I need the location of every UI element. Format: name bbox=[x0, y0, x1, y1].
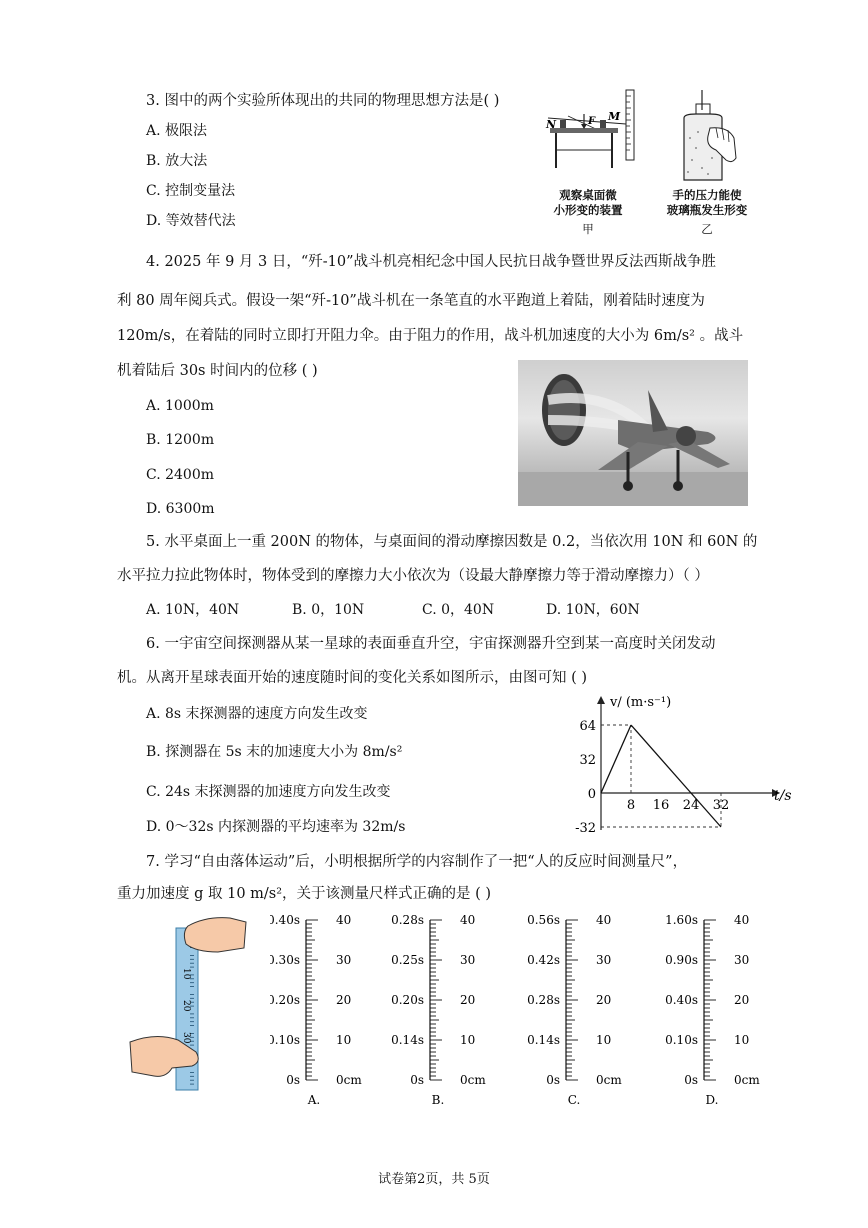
ruler-1-time-label: 0s bbox=[410, 1073, 424, 1087]
ruler-0-cm-label: 40 bbox=[336, 913, 352, 927]
vt-chart bbox=[570, 690, 800, 845]
ruler-options bbox=[270, 908, 770, 1108]
q5-line-2: 水平拉力拉此物体时，物体受到的摩擦力大小依次为（设最大静摩擦力等于滑动摩擦力）（ ） bbox=[117, 568, 709, 584]
ruler-1-cm-label: 10 bbox=[460, 1033, 476, 1047]
ruler-0-cm-label: 0cm bbox=[336, 1073, 362, 1087]
reaction-ruler-drawing bbox=[126, 912, 256, 1092]
ruler-0-time-label: 0.40s bbox=[270, 913, 300, 927]
reaction-ruler-illustration bbox=[126, 912, 256, 1092]
photo-ruler-mark-30: 30 bbox=[181, 1032, 191, 1044]
page-footer: 试卷第2页，共 5页 bbox=[378, 1172, 490, 1187]
q5-option-c: C. 0，40N bbox=[422, 602, 495, 618]
ruler-1-time-label: 0.14s bbox=[391, 1033, 424, 1047]
q6-option-d: D. 0～32s 内探测器的平均速率为 32m/s bbox=[146, 819, 406, 835]
fig-right-tag: 乙 bbox=[701, 222, 713, 236]
q3-option-a: A. 极限法 bbox=[146, 123, 208, 139]
x-tick-label-24: 24 bbox=[682, 798, 700, 813]
ruler-1-cm-label: 30 bbox=[460, 953, 476, 967]
x-axis-label: t/s bbox=[774, 788, 792, 804]
ruler-2-time-label: 0.56s bbox=[527, 913, 560, 927]
q4-line-1: 4. 2025 年 9 月 3 日，“歼-10”战斗机亮相纪念中国人民抗日战争暨世界反法西斯战争胜 bbox=[146, 254, 717, 270]
y-axis-arrow bbox=[597, 696, 605, 704]
q4-line-3: 120m/s，在着陆的同时立即打开阻力伞。由于阻力的作用，战斗机加速度的大小为 6m/s² 。战斗 bbox=[117, 328, 744, 344]
fig-left-caption-2: 小形变的装置 bbox=[553, 203, 623, 217]
ruler-2-time-label: 0s bbox=[546, 1073, 560, 1087]
ruler-options-svg bbox=[270, 908, 770, 1108]
y-tick-label-32: 32 bbox=[579, 753, 596, 768]
label-n: N bbox=[546, 118, 557, 131]
ruler-1-cm-label: 0cm bbox=[460, 1073, 486, 1087]
x-tick-label-32: 32 bbox=[712, 798, 730, 813]
q3-option-c: C. 控制变量法 bbox=[146, 183, 236, 199]
vt-chart-svg bbox=[570, 690, 800, 845]
ruler-0-cm-label: 20 bbox=[336, 993, 352, 1007]
table-apparatus-figure bbox=[538, 88, 648, 188]
ruler-2-cm-label: 30 bbox=[596, 953, 612, 967]
bottle-hand-figure bbox=[672, 88, 742, 188]
label-f: F bbox=[588, 116, 596, 127]
ruler-0-time-label: 0.20s bbox=[270, 993, 300, 1007]
ruler-0-time-label: 0.30s bbox=[270, 953, 300, 967]
ruler-2-time-label: 0.28s bbox=[527, 993, 560, 1007]
y-axis-label: v/ (m·s⁻¹) bbox=[610, 695, 672, 710]
ruler-0-time-label: 0s bbox=[286, 1073, 300, 1087]
q7-line-2: 重力加速度 g 取 10 m/s²，关于该测量尺样式正确的是 ( ) bbox=[117, 886, 492, 902]
fighter-jet-drawing bbox=[518, 360, 748, 506]
ruler-0-cm-label: 30 bbox=[336, 953, 352, 967]
ruler-3-time-label: 0.10s bbox=[665, 1033, 698, 1047]
fighter-jet-photo bbox=[518, 360, 748, 506]
fig-left-tag: 甲 bbox=[582, 222, 594, 236]
ruler-0-time-label: 0.10s bbox=[270, 1033, 300, 1047]
q6-option-b: B. 探测器在 5s 末的加速度大小为 8m/s² bbox=[146, 744, 403, 760]
ruler-3-cm-label: 10 bbox=[734, 1033, 750, 1047]
ruler-option-tag-2: C. bbox=[567, 1093, 581, 1107]
y-tick-label-neg32: -32 bbox=[575, 821, 596, 836]
ruler-3-cm-label: 0cm bbox=[734, 1073, 760, 1087]
ruler-1-time-label: 0.20s bbox=[391, 993, 424, 1007]
ruler-option-tag-3: D. bbox=[705, 1093, 719, 1107]
ruler-3-cm-label: 40 bbox=[734, 913, 750, 927]
q6-option-c: C. 24s 末探测器的加速度方向发生改变 bbox=[146, 784, 391, 800]
ruler-option-tag-1: B. bbox=[431, 1093, 445, 1107]
ruler-3-cm-label: 30 bbox=[734, 953, 750, 967]
fig-right-caption-1: 手的压力能使 bbox=[672, 188, 742, 202]
q6-line-2: 机。从离开星球表面开始的速度随时间的变化关系如图所示，由图可知 ( ) bbox=[117, 670, 588, 686]
ruler-1-cm-label: 40 bbox=[460, 913, 476, 927]
ruler-3-time-label: 0s bbox=[684, 1073, 698, 1087]
ruler-1-cm-label: 20 bbox=[460, 993, 476, 1007]
q6-line-1: 6. 一宇宙空间探测器从某一星球的表面垂直升空，宇宙探测器升空到某一高度时关闭发动 bbox=[146, 636, 716, 652]
q5-line-1: 5. 水平桌面上一重 200N 的物体，与桌面间的滑动摩擦因数是 0.2，当依次用 10N 和 60N 的 bbox=[146, 534, 758, 550]
ruler-1-time-label: 0.25s bbox=[391, 953, 424, 967]
q4-line-2: 利 80 周年阅兵式。假设一架“歼-10”战斗机在一条笔直的水平跑道上着陆，刚着陆时速度为 bbox=[117, 293, 705, 309]
y-tick-label-0: 0 bbox=[587, 787, 596, 802]
ruler-3-time-label: 0.90s bbox=[665, 953, 698, 967]
bottle-hand-drawing bbox=[672, 88, 742, 188]
ruler-2-time-label: 0.14s bbox=[527, 1033, 560, 1047]
series-segment-1 bbox=[631, 725, 691, 793]
ruler-2-cm-label: 0cm bbox=[596, 1073, 622, 1087]
table-apparatus-drawing bbox=[538, 88, 648, 188]
x-tick-label-8: 8 bbox=[626, 798, 636, 813]
q6-option-a: A. 8s 末探测器的速度方向发生改变 bbox=[146, 706, 368, 722]
y-tick-label-64: 64 bbox=[579, 719, 596, 734]
ruler-2-cm-label: 40 bbox=[596, 913, 612, 927]
ruler-2-time-label: 0.42s bbox=[527, 953, 560, 967]
ruler-3-cm-label: 20 bbox=[734, 993, 750, 1007]
ruler-2-cm-label: 20 bbox=[596, 993, 612, 1007]
ruler-1-time-label: 0.28s bbox=[391, 913, 424, 927]
q3-option-d: D. 等效替代法 bbox=[146, 213, 236, 229]
q4-line-4: 机着陆后 30s 时间内的位移 ( ) bbox=[117, 363, 318, 379]
q3-option-b: B. 放大法 bbox=[146, 153, 208, 169]
fig-right-caption-2: 玻璃瓶发生形变 bbox=[666, 203, 748, 217]
series-segment-0 bbox=[601, 725, 631, 793]
q4-option-b: B. 1200m bbox=[146, 432, 215, 448]
q3-stem: 3. 图中的两个实验所体现出的共同的物理思想方法是( ) bbox=[146, 93, 500, 109]
q5-option-a: A. 10N，40N bbox=[146, 602, 240, 618]
ruler-3-time-label: 1.60s bbox=[665, 913, 698, 927]
q4-option-c: C. 2400m bbox=[146, 467, 215, 483]
photo-ruler-mark-20: 20 bbox=[181, 1000, 191, 1012]
ruler-3-time-label: 0.40s bbox=[665, 993, 698, 1007]
x-tick-label-16: 16 bbox=[652, 798, 670, 813]
label-m: M bbox=[608, 110, 621, 123]
q4-option-a: A. 1000m bbox=[146, 398, 214, 414]
photo-ruler-mark-10: 10 bbox=[181, 968, 191, 980]
q5-option-d: D. 10N，60N bbox=[546, 602, 640, 618]
ruler-option-tag-0: A. bbox=[307, 1093, 321, 1107]
q4-option-d: D. 6300m bbox=[146, 501, 215, 517]
q7-line-1: 7. 学习“自由落体运动”后，小明根据所学的内容制作了一把“人的反应时间测量尺”， bbox=[146, 854, 688, 870]
ruler-0-cm-label: 10 bbox=[336, 1033, 352, 1047]
ruler-2-cm-label: 10 bbox=[596, 1033, 612, 1047]
q5-option-b: B. 0，10N bbox=[292, 602, 365, 618]
fig-left-caption-1: 观察桌面微 bbox=[559, 188, 617, 202]
